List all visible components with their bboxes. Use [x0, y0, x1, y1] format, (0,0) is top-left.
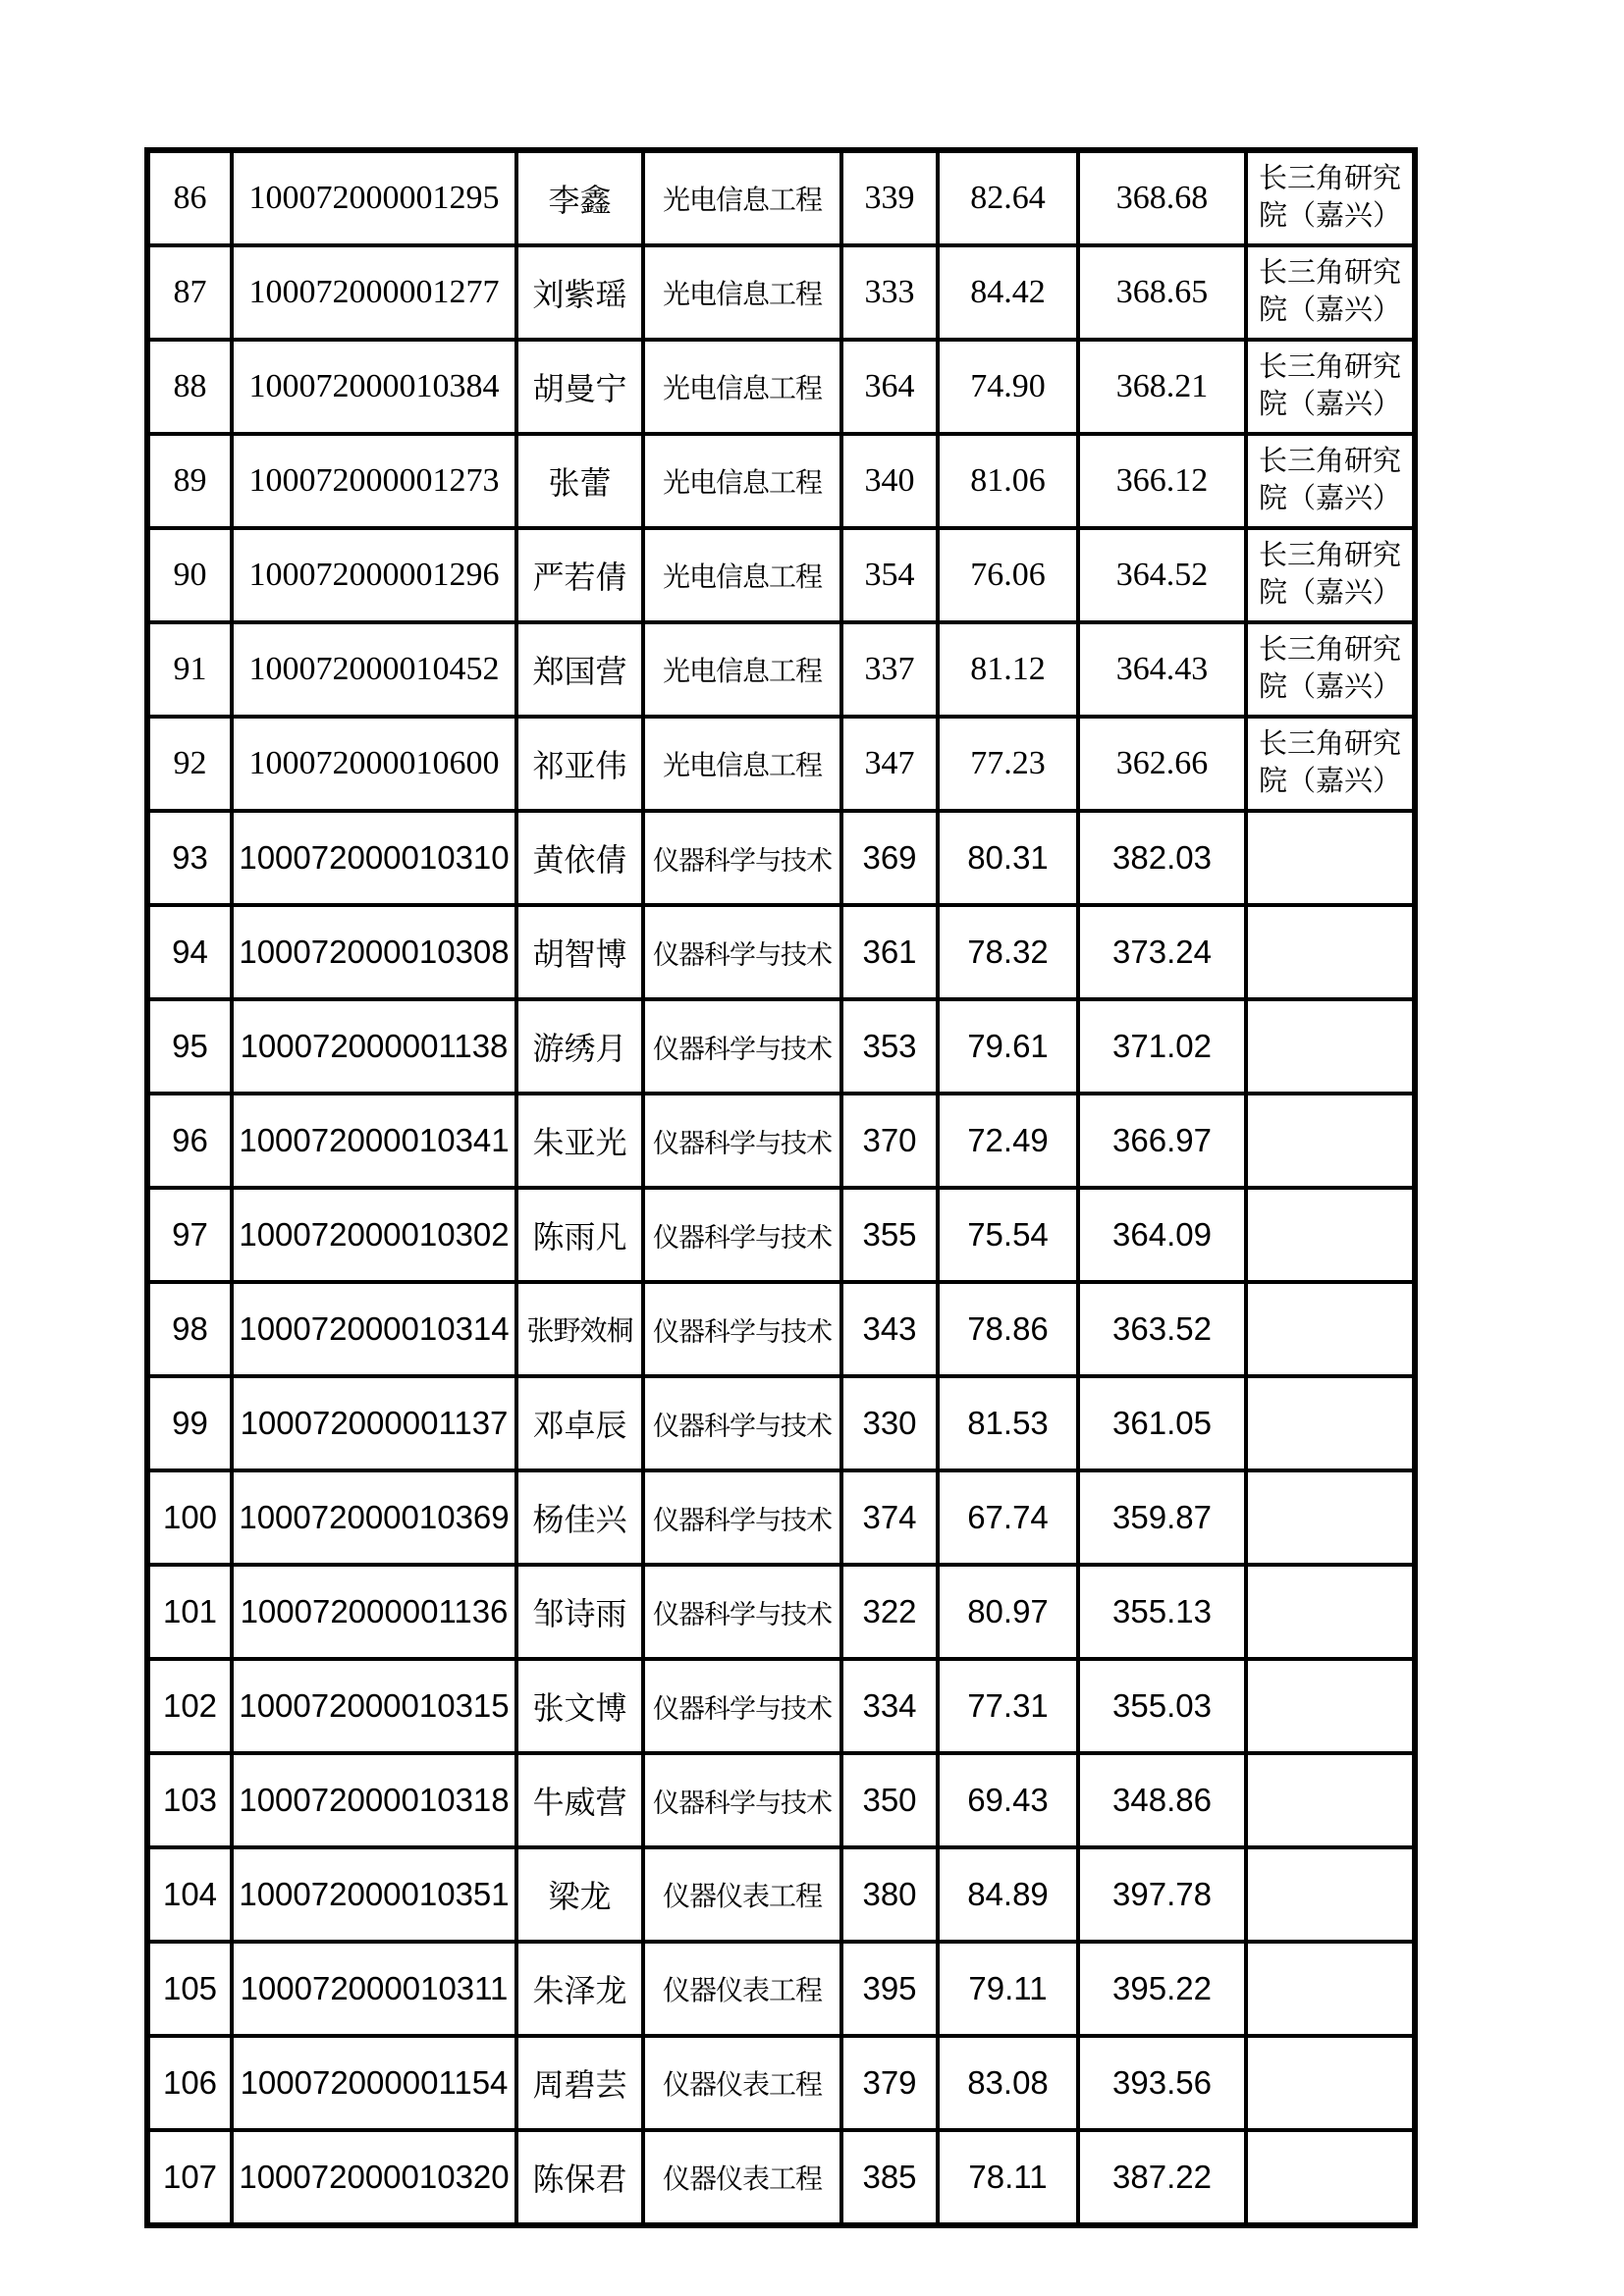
rank-cell: 95: [147, 999, 232, 1094]
table-row: [147, 1565, 1415, 1659]
total-score-cell: 373.24: [1078, 905, 1246, 999]
candidate-id-cell: 100072000010318: [232, 1753, 516, 1847]
major-cell: 仪器仪表工程: [643, 2130, 841, 2225]
name-cell: 梁龙: [516, 1847, 643, 1942]
total-score-cell: 366.12: [1078, 434, 1246, 528]
rank-cell: 88: [147, 340, 232, 434]
remark-cell: [1246, 717, 1415, 811]
retest-score-cell: 80.31: [938, 811, 1078, 905]
retest-score-cell: 81.06: [938, 434, 1078, 528]
candidate-id-cell: 100072000001154: [232, 2036, 516, 2130]
remark-cell: [1246, 340, 1415, 434]
major-cell: 光电信息工程: [643, 150, 841, 245]
remark-cell: [1246, 1470, 1415, 1565]
remark-cell: [1246, 1188, 1415, 1282]
major-cell: 光电信息工程: [643, 245, 841, 340]
table-row: [147, 150, 1415, 245]
rank-cell: 104: [147, 1847, 232, 1942]
retest-score-cell: 82.64: [938, 150, 1078, 245]
remark-text: 长三角研究院（嘉兴）: [1258, 351, 1401, 420]
major-cell: 光电信息工程: [643, 528, 841, 622]
remark-text: 长三角研究院（嘉兴）: [1258, 728, 1401, 797]
major-cell: 仪器科学与技术: [643, 1282, 841, 1376]
retest-score-cell: 81.12: [938, 622, 1078, 717]
table-row: [147, 1470, 1415, 1565]
remark-cell: [1246, 1942, 1415, 2036]
rank-cell: 103: [147, 1753, 232, 1847]
remark-cell: [1246, 245, 1415, 340]
table-row: [147, 2036, 1415, 2130]
name-cell: 张蕾: [516, 434, 643, 528]
candidate-id-cell: 100072000001137: [232, 1376, 516, 1470]
total-score-cell: 393.56: [1078, 2036, 1246, 2130]
name-cell: 杨佳兴: [516, 1470, 643, 1565]
major-cell: 光电信息工程: [643, 717, 841, 811]
name-cell: 陈雨凡: [516, 1188, 643, 1282]
total-score-cell: 363.52: [1078, 1282, 1246, 1376]
initial-score-cell: 334: [841, 1659, 938, 1753]
table-row: [147, 340, 1415, 434]
initial-score-cell: 322: [841, 1565, 938, 1659]
remark-text: 长三角研究院（嘉兴）: [1258, 540, 1401, 609]
name-cell: 张野效桐: [516, 1282, 643, 1376]
remark-cell: [1246, 811, 1415, 905]
remark-cell: [1246, 528, 1415, 622]
major-cell: 仪器科学与技术: [643, 1565, 841, 1659]
initial-score-cell: 347: [841, 717, 938, 811]
candidate-id-cell: 100072000001136: [232, 1565, 516, 1659]
candidate-id-cell: 100072000010310: [232, 811, 516, 905]
retest-score-cell: 76.06: [938, 528, 1078, 622]
rank-cell: 106: [147, 2036, 232, 2130]
major-cell: 光电信息工程: [643, 622, 841, 717]
name-cell: 游绣月: [516, 999, 643, 1094]
remark-cell: [1246, 1847, 1415, 1942]
results-table-body: [147, 150, 1415, 2225]
name-cell: 陈保君: [516, 2130, 643, 2225]
candidate-id-cell: 100072000010341: [232, 1094, 516, 1188]
candidate-id-cell: 100072000001138: [232, 999, 516, 1094]
initial-score-cell: 350: [841, 1753, 938, 1847]
retest-score-cell: 84.89: [938, 1847, 1078, 1942]
remark-cell: [1246, 1282, 1415, 1376]
candidate-id-cell: 100072000010302: [232, 1188, 516, 1282]
total-score-cell: 359.87: [1078, 1470, 1246, 1565]
total-score-cell: 355.03: [1078, 1659, 1246, 1753]
table-row: [147, 2130, 1415, 2225]
rank-cell: 105: [147, 1942, 232, 2036]
name-cell: 严若倩: [516, 528, 643, 622]
retest-score-cell: 78.86: [938, 1282, 1078, 1376]
remark-text: 长三角研究院（嘉兴）: [1258, 446, 1401, 514]
initial-score-cell: 330: [841, 1376, 938, 1470]
rank-cell: 86: [147, 150, 232, 245]
total-score-cell: 355.13: [1078, 1565, 1246, 1659]
table-row: [147, 1094, 1415, 1188]
remark-cell: [1246, 434, 1415, 528]
table-row: [147, 905, 1415, 999]
table-row: [147, 1659, 1415, 1753]
major-cell: 仪器科学与技术: [643, 1753, 841, 1847]
candidate-id-cell: 100072000001296: [232, 528, 516, 622]
candidate-id-cell: 100072000010369: [232, 1470, 516, 1565]
total-score-cell: 368.68: [1078, 150, 1246, 245]
retest-score-cell: 80.97: [938, 1565, 1078, 1659]
retest-score-cell: 75.54: [938, 1188, 1078, 1282]
table-row: [147, 1282, 1415, 1376]
total-score-cell: 382.03: [1078, 811, 1246, 905]
retest-score-cell: 84.42: [938, 245, 1078, 340]
candidate-id-cell: 100072000010600: [232, 717, 516, 811]
retest-score-cell: 78.11: [938, 2130, 1078, 2225]
initial-score-cell: 339: [841, 150, 938, 245]
total-score-cell: 364.09: [1078, 1188, 1246, 1282]
major-cell: 光电信息工程: [643, 340, 841, 434]
remark-cell: [1246, 999, 1415, 1094]
remark-cell: [1246, 1094, 1415, 1188]
candidate-id-cell: 100072000010384: [232, 340, 516, 434]
retest-score-cell: 83.08: [938, 2036, 1078, 2130]
initial-score-cell: 337: [841, 622, 938, 717]
initial-score-cell: 333: [841, 245, 938, 340]
major-cell: 仪器科学与技术: [643, 905, 841, 999]
candidate-id-cell: 100072000001277: [232, 245, 516, 340]
initial-score-cell: 380: [841, 1847, 938, 1942]
initial-score-cell: 364: [841, 340, 938, 434]
initial-score-cell: 374: [841, 1470, 938, 1565]
rank-cell: 89: [147, 434, 232, 528]
rank-cell: 90: [147, 528, 232, 622]
table-row: [147, 245, 1415, 340]
remark-text: 长三角研究院（嘉兴）: [1258, 163, 1401, 232]
retest-score-cell: 79.61: [938, 999, 1078, 1094]
major-cell: 仪器科学与技术: [643, 1659, 841, 1753]
candidate-id-cell: 100072000001295: [232, 150, 516, 245]
rank-cell: 107: [147, 2130, 232, 2225]
major-cell: 仪器仪表工程: [643, 1847, 841, 1942]
name-cell: 胡智博: [516, 905, 643, 999]
name-cell: 祁亚伟: [516, 717, 643, 811]
total-score-cell: 362.66: [1078, 717, 1246, 811]
rank-cell: 91: [147, 622, 232, 717]
candidate-id-cell: 100072000010452: [232, 622, 516, 717]
initial-score-cell: 354: [841, 528, 938, 622]
retest-score-cell: 81.53: [938, 1376, 1078, 1470]
candidate-id-cell: 100072000001273: [232, 434, 516, 528]
name-cell: 周碧芸: [516, 2036, 643, 2130]
major-cell: 仪器科学与技术: [643, 1094, 841, 1188]
rank-cell: 102: [147, 1659, 232, 1753]
rank-cell: 97: [147, 1188, 232, 1282]
total-score-cell: 348.86: [1078, 1753, 1246, 1847]
remark-cell: [1246, 1565, 1415, 1659]
retest-score-cell: 72.49: [938, 1094, 1078, 1188]
name-cell: 胡曼宁: [516, 340, 643, 434]
name-cell: 邓卓辰: [516, 1376, 643, 1470]
remark-cell: [1246, 2130, 1415, 2225]
remark-cell: [1246, 150, 1415, 245]
rank-cell: 96: [147, 1094, 232, 1188]
remark-cell: [1246, 1659, 1415, 1753]
name-cell: 朱泽龙: [516, 1942, 643, 2036]
retest-score-cell: 78.32: [938, 905, 1078, 999]
initial-score-cell: 385: [841, 2130, 938, 2225]
total-score-cell: 364.43: [1078, 622, 1246, 717]
table-row: [147, 1847, 1415, 1942]
initial-score-cell: 370: [841, 1094, 938, 1188]
table-row: [147, 1942, 1415, 2036]
retest-score-cell: 79.11: [938, 1942, 1078, 2036]
name-cell: 郑国营: [516, 622, 643, 717]
rank-cell: 98: [147, 1282, 232, 1376]
candidate-id-cell: 100072000010314: [232, 1282, 516, 1376]
major-cell: 光电信息工程: [643, 434, 841, 528]
table-row: [147, 622, 1415, 717]
total-score-cell: 366.97: [1078, 1094, 1246, 1188]
table-row: [147, 528, 1415, 622]
remark-cell: [1246, 2036, 1415, 2130]
name-cell: 刘紫瑶: [516, 245, 643, 340]
major-cell: 仪器仪表工程: [643, 2036, 841, 2130]
initial-score-cell: 379: [841, 2036, 938, 2130]
remark-text: 长三角研究院（嘉兴）: [1258, 634, 1401, 703]
initial-score-cell: 343: [841, 1282, 938, 1376]
candidate-id-cell: 100072000010311: [232, 1942, 516, 2036]
table-row: [147, 434, 1415, 528]
retest-score-cell: 74.90: [938, 340, 1078, 434]
initial-score-cell: 340: [841, 434, 938, 528]
remark-cell: [1246, 622, 1415, 717]
total-score-cell: 361.05: [1078, 1376, 1246, 1470]
total-score-cell: 364.52: [1078, 528, 1246, 622]
total-score-cell: 395.22: [1078, 1942, 1246, 2036]
major-cell: 仪器科学与技术: [643, 1188, 841, 1282]
table-row: [147, 717, 1415, 811]
total-score-cell: 368.21: [1078, 340, 1246, 434]
rank-cell: 94: [147, 905, 232, 999]
name-cell: 张文博: [516, 1659, 643, 1753]
name-cell: 邹诗雨: [516, 1565, 643, 1659]
remark-text: 长三角研究院（嘉兴）: [1258, 257, 1401, 326]
candidate-id-cell: 100072000010351: [232, 1847, 516, 1942]
total-score-cell: 387.22: [1078, 2130, 1246, 2225]
total-score-cell: 368.65: [1078, 245, 1246, 340]
total-score-cell: 371.02: [1078, 999, 1246, 1094]
admission-results-table: [144, 147, 1418, 2228]
rank-cell: 92: [147, 717, 232, 811]
name-cell: 黄依倩: [516, 811, 643, 905]
remark-cell: [1246, 1376, 1415, 1470]
rank-cell: 87: [147, 245, 232, 340]
major-cell: 仪器仪表工程: [643, 1942, 841, 2036]
retest-score-cell: 77.23: [938, 717, 1078, 811]
table-row: [147, 811, 1415, 905]
initial-score-cell: 395: [841, 1942, 938, 2036]
table-row: [147, 1376, 1415, 1470]
retest-score-cell: 77.31: [938, 1659, 1078, 1753]
candidate-id-cell: 100072000010315: [232, 1659, 516, 1753]
rank-cell: 101: [147, 1565, 232, 1659]
name-cell: 朱亚光: [516, 1094, 643, 1188]
rank-cell: 100: [147, 1470, 232, 1565]
retest-score-cell: 67.74: [938, 1470, 1078, 1565]
table-row: [147, 999, 1415, 1094]
total-score-cell: 397.78: [1078, 1847, 1246, 1942]
table-row: [147, 1188, 1415, 1282]
table-row: [147, 1753, 1415, 1847]
major-cell: 仪器科学与技术: [643, 999, 841, 1094]
rank-cell: 93: [147, 811, 232, 905]
major-cell: 仪器科学与技术: [643, 811, 841, 905]
initial-score-cell: 353: [841, 999, 938, 1094]
initial-score-cell: 369: [841, 811, 938, 905]
major-cell: 仪器科学与技术: [643, 1470, 841, 1565]
retest-score-cell: 69.43: [938, 1753, 1078, 1847]
remark-cell: [1246, 905, 1415, 999]
major-cell: 仪器科学与技术: [643, 1376, 841, 1470]
initial-score-cell: 361: [841, 905, 938, 999]
name-cell: 李鑫: [516, 150, 643, 245]
remark-cell: [1246, 1753, 1415, 1847]
name-cell: 牛威营: [516, 1753, 643, 1847]
rank-cell: 99: [147, 1376, 232, 1470]
candidate-id-cell: 100072000010308: [232, 905, 516, 999]
candidate-id-cell: 100072000010320: [232, 2130, 516, 2225]
initial-score-cell: 355: [841, 1188, 938, 1282]
